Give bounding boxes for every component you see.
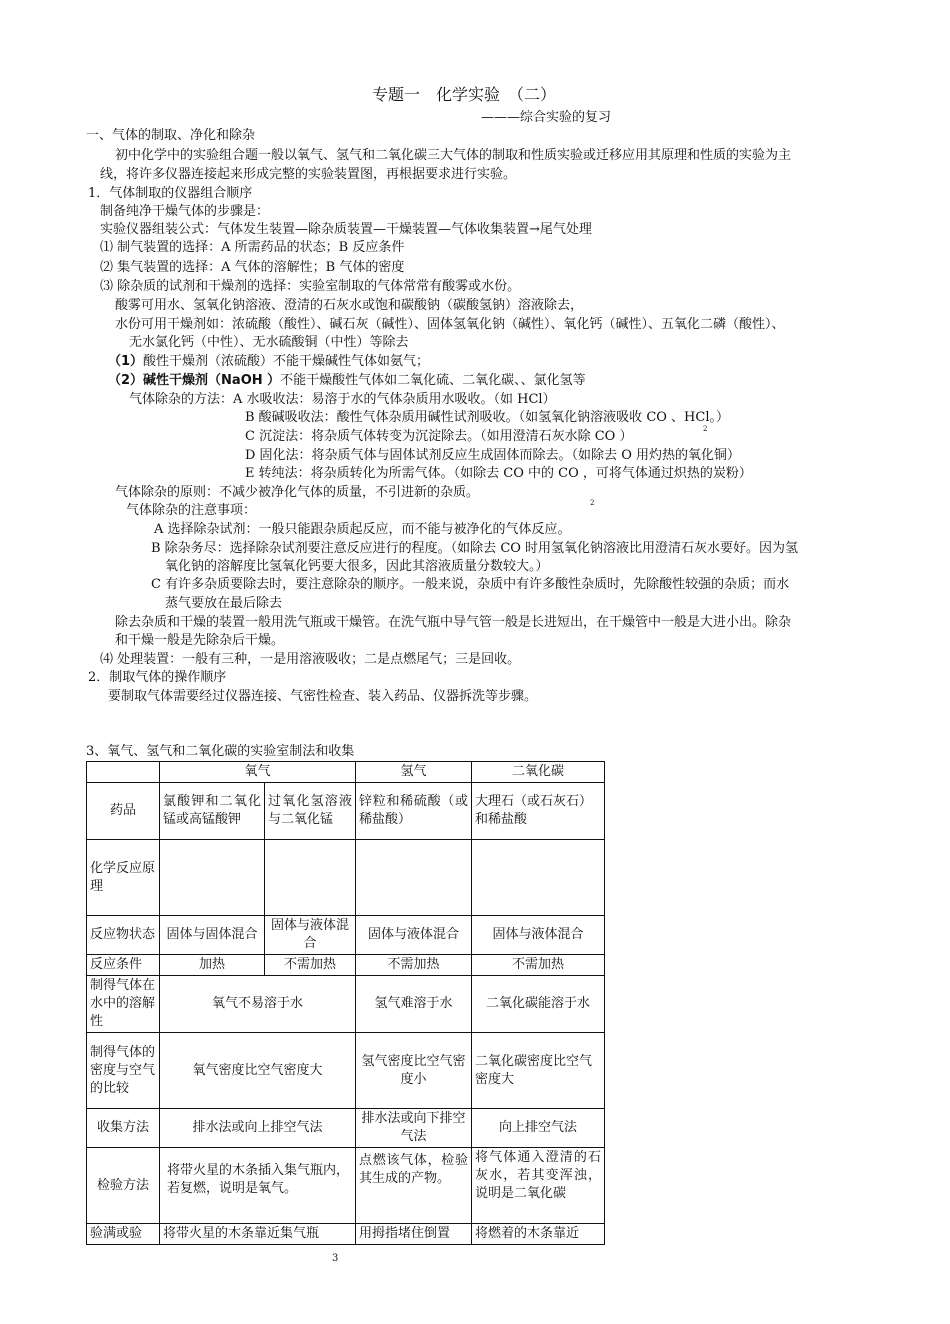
row-label-density: 制得气体的密度与空气的比较 (87, 1033, 160, 1109)
page-number: 3 (332, 1253, 339, 1264)
table-header-row (87, 762, 605, 783)
cell-reagents-o2-b: 过氧化氢溶液与二氧化锰 (265, 783, 356, 840)
cell-test-o2 (160, 1148, 356, 1224)
method-e: E 转纯法：将杂质转化为所需气体。（如除去 CO 中的 CO ，可将气体通过炽热的炭粉） (245, 466, 752, 481)
cell-principle-h2 (356, 840, 472, 916)
note-2-number: （2） (108, 373, 144, 388)
cell-condition-o2-a: 加热 (160, 955, 265, 976)
note-1-text: 酸性干燥剂（浓硫酸）不能干燥碱性气体如氨气； (143, 354, 430, 369)
table-row (87, 783, 605, 840)
cell-solubility-h2: 氢气难溶于水 (356, 976, 472, 1033)
table-row (87, 916, 605, 955)
header-hydrogen: 氢气 (356, 762, 472, 783)
sub2-text: 要制取气体需要经过仪器连接、气密性检查、装入药品、仪器拆洗等步骤。 (108, 689, 538, 704)
intro-line2: 线，将许多仪器连接起来形成完整的实验装置图，再根据要求进行实验。 (100, 167, 517, 182)
row-label-collect: 收集方法 (87, 1109, 160, 1148)
item-4: ⑷ 处理装置：一般有三种，一是用溶液吸收；二是点燃尾气；三是回收。 (100, 652, 521, 667)
sub2-heading: 2．制取气体的操作顺序 (88, 670, 227, 685)
method-a: 气体除杂的方法：A 水吸收法：易溶于水的气体杂质用水吸收。（如 HCl） (129, 392, 556, 407)
cell-solubility-co2: 二氧化碳能溶于水 (472, 976, 605, 1033)
note-1 (108, 353, 429, 371)
water-line2: 无水氯化钙（中性）、无水硫酸铜（中性）等除去 (129, 335, 409, 350)
cell-state-co2: 固体与液体混合 (472, 916, 605, 955)
cell-principle-o2-b (265, 840, 356, 916)
cell-principle-o2-a (160, 840, 265, 916)
row-label-principle: 化学反应原理 (87, 840, 160, 916)
assembly-formula: 实验仪器组装公式：气体发生装置—除杂质装置—干燥装置—气体收集装置→尾气处理 (100, 222, 592, 237)
cell-collect-h2: 排水法或向下排空气法 (356, 1109, 472, 1148)
cell-full-co2: 将燃着的木条靠近 (472, 1224, 605, 1245)
cell-reagents-co2: 大理石（或石灰石）和稀盐酸 (472, 783, 605, 840)
table-row (87, 1148, 605, 1224)
cell-state-o2-a: 固体与固体混合 (160, 916, 265, 955)
item-1: ⑴ 制气装置的选择：A 所需药品的状态；B 反应条件 (100, 240, 405, 255)
row-label-full: 验满或验 (87, 1224, 160, 1245)
cell-density-o2: 氧气密度比空气密度大 (160, 1033, 356, 1109)
note-2-text: 不能干燥酸性气体如二氧化硫、二氧化碳、、氯化氢等 (280, 373, 586, 388)
notice-c2: 蒸气要放在最后除去 (165, 596, 283, 611)
steps-label: 制备纯净干燥气体的步骤是： (100, 204, 270, 219)
cell-condition-co2: 不需加热 (472, 955, 605, 976)
gas-comparison-table (86, 761, 605, 1245)
device-line2: 和干燥一般是先除杂后干燥。 (115, 633, 285, 648)
cell-full-o2: 将带火星的木条靠近集气瓶 (160, 1224, 356, 1245)
table-row (87, 1033, 605, 1109)
page-subtitle: ———综合实验的复习 (481, 110, 612, 125)
note-1-number: （1） (108, 354, 144, 369)
principle-line: 气体除杂的原则：不减少被净化气体的质量，不引进新的杂质。 (115, 485, 480, 500)
cell-condition-o2-b: 不需加热 (265, 955, 356, 976)
acid-mist-line: 酸雾可用水、氢氧化钠溶液、澄清的石灰水或饱和碳酸钠（碳酸氢钠）溶液除去， (115, 298, 584, 313)
table-row (87, 955, 605, 976)
notice-b1: B 除杂务尽：选择除杂试剂要注意反应进行的程度。（如除去 CO 时用氢氧化钠溶液比用澄清石灰水要好。因为氢 (151, 541, 799, 556)
section1-heading: 一、气体的制取、净化和除杂 (86, 128, 256, 143)
cell-state-o2-b: 固体与液体混合 (265, 916, 356, 955)
row-label-state: 反应物状态 (87, 916, 160, 955)
cell-density-co2: 二氧化碳密度比空气密度大 (472, 1033, 605, 1109)
row-label-reagents: 药品 (87, 783, 160, 840)
header-oxygen: 氧气 (160, 762, 356, 783)
cell-state-h2: 固体与液体混合 (356, 916, 472, 955)
cell-collect-co2: 向上排空气法 (472, 1109, 605, 1148)
notice-c1: C 有许多杂质要除去时，要注意除杂的顺序。一般来说，杂质中有许多酸性杂质时，先除酸性较强的杂质；而水 (151, 577, 790, 592)
cell-reagents-h2: 锌粒和稀硫酸（或稀盐酸） (356, 783, 472, 840)
notice-a: A 选择除杂试剂：一般只能跟杂质起反应，而不能与被净化的气体反应。 (154, 522, 571, 537)
method-c: C 沉淀法：将杂质气体转变为沉淀除去。（如用澄清石灰水除 CO ） (245, 429, 633, 444)
method-d: D 固化法：将杂质气体与固体试剂反应生成固体而除去。（如除去 O 用灼热的氧化铜） (245, 448, 740, 463)
subscript-co2-e: 2 (590, 499, 595, 507)
table-row (87, 840, 605, 916)
cell-solubility-o2: 氧气不易溶于水 (160, 976, 356, 1033)
note-2-naoh: 碱性干燥剂（NaOH ） (143, 373, 281, 388)
row-label-solubility: 制得气体在水中的溶解性 (87, 976, 160, 1033)
intro-line1: 初中化学中的实验组合题一般以氧气、氢气和二氧化碳三大气体的制取和性质实验或迁移应用其原理和性质的实验为主 (115, 148, 792, 163)
section3-heading: 3、氧气、氢气和二氧化碳的实验室制法和收集 (86, 744, 355, 759)
cell-test-h2: 点燃该气体，检验其生成的产物。 (356, 1148, 472, 1224)
subscript-co2-b: 2 (703, 425, 708, 433)
cell-collect-o2: 排水法或向上排空气法 (160, 1109, 356, 1148)
sub1-heading: 1．气体制取的仪器组合顺序 (88, 186, 253, 201)
device-line1: 除去杂质和干燥的装置一般用洗气瓶或干燥管。在洗气瓶中导气管一般是长进短出，在干燥管中一般是大进小出。除杂 (115, 615, 792, 630)
cell-principle-co2 (472, 840, 605, 916)
item-2: ⑵ 集气装置的选择：A 气体的溶解性；B 气体的密度 (100, 260, 405, 275)
row-label-condition: 反应条件 (87, 955, 160, 976)
cell-full-h2: 用拇指堵住倒置 (356, 1224, 472, 1245)
table-row (87, 976, 605, 1033)
cell-reagents-o2-a: 氯酸钾和二氧化锰或高锰酸钾 (160, 783, 265, 840)
header-empty (87, 762, 160, 783)
test-o2-text: 将带火星的木条插入集气瓶内，若复燃，说明是氧气。 (167, 1163, 350, 1196)
item-3: ⑶ 除杂质的试剂和干燥剂的选择：实验室制取的气体常常有酸雾或水份。 (100, 279, 521, 294)
note-2 (108, 372, 586, 390)
method-b: B 酸碱吸收法：酸性气体杂质用碱性试剂吸收。（如氢氧化钠溶液吸收 CO 、HCl。） (245, 410, 729, 425)
row-label-test: 检验方法 (87, 1148, 160, 1224)
water-line1: 水份可用干燥剂如：浓硫酸（酸性）、碱石灰（碱性）、固体氢氧化钠（碱性）、氧化钙（碱性）、五氧化二磷（酸性）、 (115, 317, 785, 332)
table-row (87, 1224, 605, 1245)
header-co2: 二氧化碳 (472, 762, 605, 783)
table-row (87, 1109, 605, 1148)
cell-test-co2: 将气体通入澄清的石灰水，若其变浑浊，说明是二氧化碳 (472, 1148, 605, 1224)
notice-b2: 氧化钠的溶解度比氢氧化钙要大很多，因此其溶液质量分数较大。） (165, 559, 549, 574)
cell-density-h2: 氢气密度比空气密度小 (356, 1033, 472, 1109)
notice-label: 气体除杂的注意事项： (126, 503, 257, 518)
cell-condition-h2: 不需加热 (356, 955, 472, 976)
page-title: 专题一 化学实验 （二） (372, 85, 557, 104)
